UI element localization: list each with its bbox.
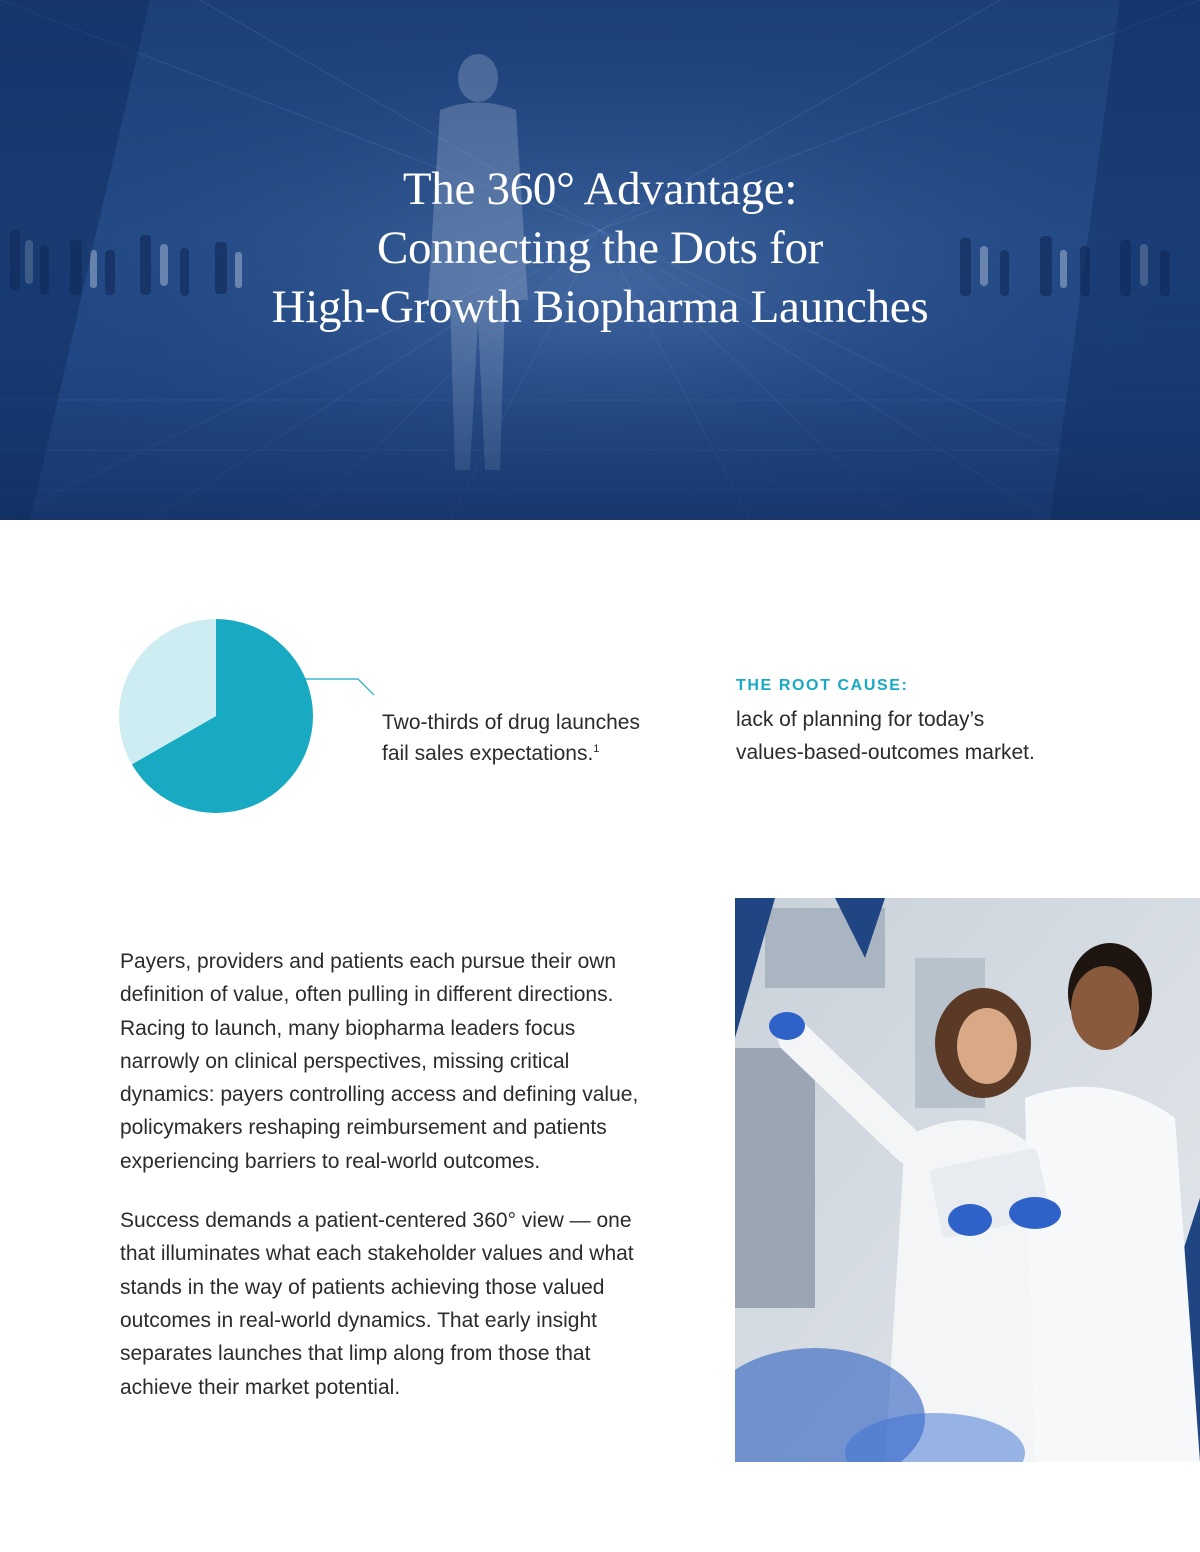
scientists-photo	[735, 898, 1200, 1462]
body-line: Success demands a patient-centered 360° view — one	[120, 1209, 632, 1233]
body-text	[120, 945, 680, 1430]
body-line: policymakers reshaping reimbursement and patients	[120, 1116, 607, 1140]
body-line: achieve their market potential.	[120, 1375, 401, 1399]
footnote-marker: 1	[593, 743, 600, 755]
root-cause-line-2: values-based-outcomes market.	[736, 741, 1035, 764]
body-line: definition of value, often pulling in different directions.	[120, 983, 614, 1007]
body-line: outcomes in real-world dynamics. That early insight	[120, 1308, 597, 1332]
page-title	[0, 160, 1200, 337]
body-line: Racing to launch, many biopharma leaders focus	[120, 1016, 576, 1040]
body-line: separates launches that limp along from those that	[120, 1342, 591, 1366]
body-line: dynamics: payers controlling access and defining value,	[120, 1083, 639, 1107]
root-cause-label: THE ROOT CAUSE:	[736, 677, 909, 694]
body-line: narrowly on clinical perspectives, missing critical	[120, 1049, 570, 1073]
body-line: Payers, providers and patients each pursue their own	[120, 950, 617, 973]
pie-chart-svg	[118, 618, 314, 814]
body-line: experiencing barriers to real-world outcomes.	[120, 1149, 541, 1173]
lab-scene-image	[735, 898, 1200, 1462]
title-line-1: The 360° Advantage:	[402, 163, 798, 215]
title-line-2: Connecting the Dots for	[376, 222, 824, 274]
body-line: that illuminates what each stakeholder values and what	[120, 1242, 634, 1266]
stat-caption	[382, 707, 682, 769]
pie-callout-line	[300, 672, 380, 702]
body-paragraph-2	[120, 1204, 680, 1404]
title-line-3: High-Growth Biopharma Launches	[271, 281, 929, 333]
stat-caption-line-2: fail sales expectations.	[382, 742, 594, 765]
pie-chart	[118, 618, 314, 814]
hero-banner	[0, 0, 1200, 520]
stat-caption-line-1: Two-thirds of drug launches	[382, 711, 640, 734]
body-line: stands in the way of patients achieving those valued	[120, 1275, 605, 1299]
root-cause-line-1: lack of planning for today’s	[736, 708, 985, 731]
root-cause-text	[736, 703, 1096, 769]
body-paragraph-1	[120, 945, 680, 1178]
